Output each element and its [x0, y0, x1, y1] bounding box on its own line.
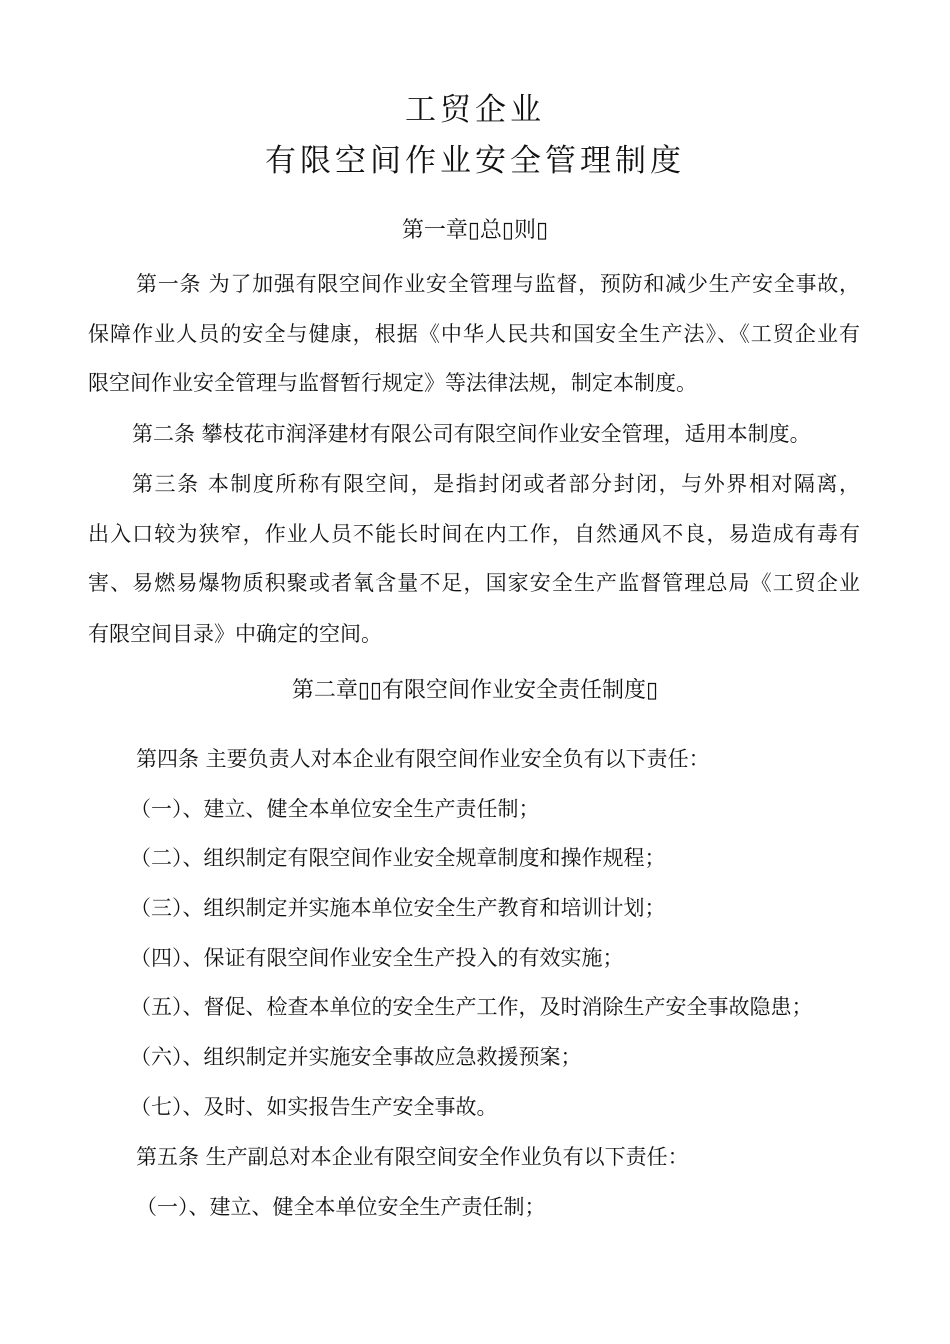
article-4-item-6: （六）、组织制定并实施安全事故应急救援预案；	[130, 1045, 582, 1069]
chapter-2-heading: 第二章▯▯有限空间作业安全责任制度▯	[291, 678, 659, 703]
article-4-item-5: （五）、督促、检查本单位的安全生产工作，及时消除生产安全事故隐患；	[130, 995, 813, 1019]
chapter-1-heading: 第一章▯总▯则▯	[401, 218, 549, 243]
article-2-line-1: 第二条 攀枝花市润泽建材有限公司有限空间作业安全管理，适用本制度。	[132, 422, 811, 446]
article-3-line-2: 出入口较为狭窄，作业人员不能长时间在内工作，自然通风不良，易造成有毒有	[88, 522, 860, 546]
article-3-line-4: 有限空间目录》中确定的空间。	[88, 622, 382, 646]
article-5-intro: 第五条 生产副总对本企业有限空间安全作业负有以下责任：	[136, 1145, 689, 1169]
document-title-line1: 工贸企业	[405, 92, 545, 128]
article-4-item-4: （四）、保证有限空间作业安全生产投入的有效实施；	[130, 946, 624, 970]
article-4-item-1: （一）、建立、健全本单位安全生产责任制；	[130, 797, 540, 821]
article-3-line-1: 第三条 本制度所称有限空间，是指封闭或者部分封闭，与外界相对隔离，	[132, 472, 860, 496]
article-4-item-3: （三）、组织制定并实施本单位安全生产教育和培训计划；	[130, 896, 666, 920]
article-1-line-2: 保障作业人员的安全与健康，根据《中华人民共和国安全生产法》、《工贸企业有	[88, 322, 860, 346]
article-3-line-3: 害、易燃易爆物质积聚或者氧含量不足，国家安全生产监督管理总局《工贸企业	[88, 571, 860, 595]
article-5-item-1: （一）、建立、健全本单位安全生产责任制；	[136, 1195, 546, 1219]
article-1-line-1: 第一条 为了加强有限空间作业安全管理与监督，预防和减少生产安全事故，	[136, 272, 860, 296]
article-4-item-7: （七）、及时、如实报告生产安全事故。	[130, 1095, 498, 1119]
article-1-line-3: 限空间作业安全管理与监督暂行规定》等法律法规，制定本制度。	[88, 371, 697, 395]
article-4-item-2: （二）、组织制定有限空间作业安全规章制度和操作规程；	[130, 846, 666, 870]
document-title-line2: 有限空间作业安全管理制度	[265, 143, 685, 179]
article-4-intro: 第四条 主要负责人对本企业有限空间作业安全负有以下责任：	[136, 747, 710, 771]
